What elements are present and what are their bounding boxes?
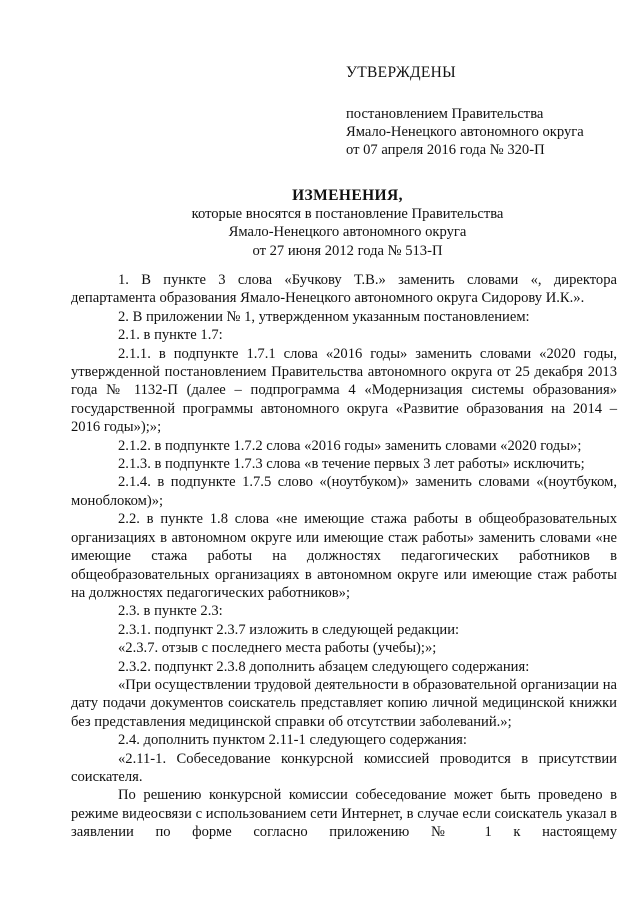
heading-line: Ямало-Ненецкого автономного округа [228,224,467,241]
approval-title: УТВЕРЖДЕНЫ [346,64,456,81]
paragraph: «При осуществлении трудовой деятельности в образовательной организации на дату подачи документов соискатель представляет копию личной медицинской книжки без представления медицинской справки об отсутствии заболеваний.»; [71,676,617,730]
approval-line: постановлением Правительства [346,106,544,122]
paragraph: 2.4. дополнить пунктом 2.11-1 следующего содержания: [118,732,467,749]
paragraph: «2.11-1. Собеседование конкурсной комиссией проводится в присутствии соискателя. [71,750,617,785]
paragraph: По решению конкурсной комиссии собеседование может быть проведено в режиме видеосвязи с использованием сети Интернет, в случае если соискатель указал в заявлении по форме согласно приложению № 1 к настоящему [71,787,617,841]
document-title: ИЗМЕНЕНИЯ, [292,187,403,204]
paragraph: 2.3.2. подпункт 2.3.8 дополнить абзацем следующего содержания: [118,658,530,675]
paragraph: 2.1.4. в подпункте 1.7.5 слово «(ноутбуком)» заменить словами «(ноутбуком, моноблоком)»; [71,474,617,509]
paragraph: 2.3. в пункте 2.3: [118,603,223,620]
approval-line: от 07 апреля 2016 года № 320-П [346,142,545,158]
approval-stamp [346,64,616,159]
approval-line: Ямало-Ненецкого автономного округа [346,124,584,140]
paragraph: 2.1.2. в подпункте 1.7.2 слова «2016 годы» заменить словами «2020 годы»; [118,437,582,454]
document-heading [90,186,605,260]
paragraph: 1. В пункте 3 слова «Бучкову Т.В.» заменить словами «, директора департамента образования Ямало-Ненецкого автономного округа Сидорову И.К.». [71,272,617,307]
paragraph: 2. В приложении № 1, утвержденном указанным постановлением: [118,308,530,325]
document-body [71,271,617,842]
paragraph: 2.2. в пункте 1.8 слова «не имеющие стажа работы в общеобразовательных организациях в автономном округе или имеющие стаж работы» заменить словами «не имеющие стажа работы на должностях педагогических работников в общеобразовательных организациях в автономном округе или имеющие стаж работы на должностях педагогических работников»; [71,511,617,601]
paragraph: 2.1.3. в подпункте 1.7.3 слова «в течение первых 3 лет работы» исключить; [118,456,585,473]
paragraph: 2.1.1. в подпункте 1.7.1 слова «2016 годы» заменить словами «2020 годы, утвержденной постановлением Правительства автономного округа от 25 декабря 2013 года № 1132-П (далее – подпрограмма 4 «Модернизация системы образования» государственной программы автономного округа «Развитие образования на 2014 – 2016 годы»);»; [71,345,617,436]
paragraph: 2.3.1. подпункт 2.3.7 изложить в следующей редакции: [118,621,460,638]
paragraph: 2.1. в пункте 1.7: [118,327,223,344]
heading-line: от 27 июня 2012 года № 513-П [252,242,443,259]
paragraph: «2.3.7. отзыв с последнего места работы (учебы);»; [118,640,437,657]
heading-line: которые вносятся в постановление Правительства [191,206,504,222]
